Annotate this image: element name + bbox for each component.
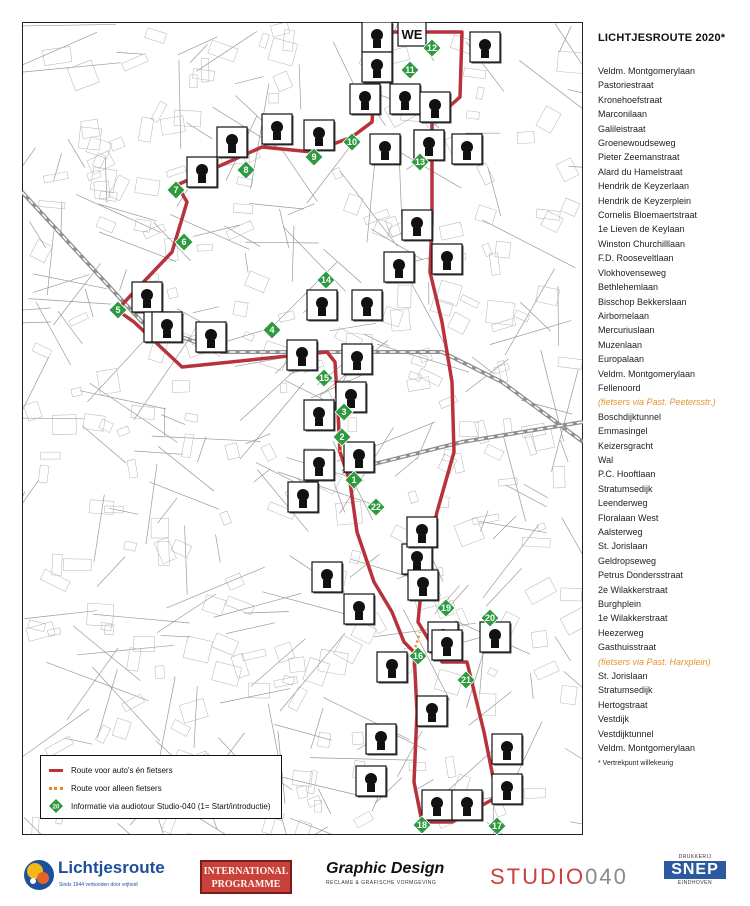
street-item: Veldm. Montgomerylaan bbox=[598, 66, 696, 76]
studio-040-logo[interactable] bbox=[490, 864, 630, 890]
cyclist-detour-item: (fietsers via Past. Peetersstr.) bbox=[598, 397, 716, 408]
legend-audio-label: Informatie via audiotour Studio-040 (1= Start/introductie) bbox=[71, 801, 271, 811]
v-sign-icon[interactable] bbox=[480, 622, 512, 654]
audio-stop-number: 13 bbox=[414, 157, 426, 167]
legend-car-label: Route voor auto's én fietsers bbox=[71, 765, 173, 775]
monkey-icon[interactable] bbox=[132, 282, 164, 314]
legend-car-route bbox=[49, 762, 173, 778]
street-item: Bisschop Bekkerslaan bbox=[598, 296, 687, 307]
map-legend bbox=[40, 755, 282, 819]
street-item: Winston Churchilllaan bbox=[598, 238, 686, 249]
rabbit-icon[interactable] bbox=[287, 340, 319, 372]
snowman-icon[interactable] bbox=[492, 734, 524, 766]
street-item: F.D. Rooseveltlaan bbox=[598, 253, 674, 264]
street-item: Floralaan West bbox=[598, 512, 659, 523]
audio-stop-number: 7 bbox=[173, 185, 179, 195]
street-item: Pastoriestraat bbox=[598, 80, 654, 91]
parrot-icon[interactable] bbox=[492, 774, 524, 806]
audio-stop-number: 1 bbox=[351, 475, 357, 485]
street-item: Hertogstraat bbox=[598, 699, 648, 710]
street-list-panel bbox=[598, 32, 748, 767]
audio-stop-14[interactable] bbox=[317, 271, 335, 289]
legend-audio-number: 20 bbox=[52, 804, 60, 811]
stickman-icon[interactable] bbox=[452, 134, 484, 166]
drukkerij-snep-logo[interactable] bbox=[664, 854, 726, 900]
car-route-swatch bbox=[49, 769, 63, 772]
lighthouse-icon[interactable] bbox=[470, 32, 502, 64]
audio-stop-number: 8 bbox=[243, 165, 249, 175]
street-item: Gasthuisstraat bbox=[598, 642, 657, 653]
street-item: P.C. Hooftlaan bbox=[598, 469, 656, 480]
lichtjesroute-name: Lichtjesroute bbox=[58, 858, 165, 877]
we-tile[interactable] bbox=[398, 22, 426, 46]
audio-stop-number: 14 bbox=[320, 275, 332, 285]
ghost-icon[interactable] bbox=[384, 252, 416, 284]
legend-bike-route bbox=[49, 780, 162, 796]
balloons-icon[interactable] bbox=[402, 210, 434, 242]
audio-stop-number: 5 bbox=[115, 305, 121, 315]
street-item: Vlokhovenseweg bbox=[598, 267, 667, 278]
masks-icon[interactable] bbox=[422, 790, 454, 822]
wave-icon[interactable] bbox=[344, 442, 376, 474]
we-label: WE bbox=[401, 27, 423, 42]
audio-stop-number: 2 bbox=[339, 432, 345, 442]
graphic-design-tagline: RECLAME & GRAFISCHE VORMGEVING bbox=[326, 880, 437, 886]
street-item: Pieter Zeemanstraat bbox=[598, 152, 680, 163]
knight-icon[interactable] bbox=[262, 114, 294, 146]
audio-stop-number: 20 bbox=[484, 613, 496, 623]
moon-face-icon[interactable] bbox=[417, 696, 449, 728]
international-programme-text: INTERNATIONAL PROGRAMME bbox=[203, 866, 289, 890]
audio-stop-number: 17 bbox=[491, 821, 503, 831]
torch-icon[interactable] bbox=[370, 134, 402, 166]
sponsor-logos bbox=[0, 850, 750, 906]
street-item: St. Jorislaan bbox=[598, 541, 648, 552]
dragon-icon[interactable] bbox=[420, 92, 452, 124]
street-item: Geldropseweg bbox=[598, 555, 657, 566]
audio-stop-icon bbox=[49, 799, 63, 813]
street-item: Mercuriuslaan bbox=[598, 325, 655, 336]
studio-number: 040 bbox=[585, 864, 628, 889]
street-item: Keizersgracht bbox=[598, 440, 654, 451]
audio-stop-number: 15 bbox=[318, 373, 330, 383]
street-item: Aalsterweg bbox=[598, 527, 643, 537]
street-item: Stratumsedijk bbox=[598, 483, 653, 494]
butterfly-icon[interactable] bbox=[452, 790, 484, 822]
street-item: Emmasingel bbox=[598, 426, 648, 437]
drum-icon[interactable] bbox=[304, 450, 336, 482]
street-item: Alard du Hamelstraat bbox=[598, 166, 683, 177]
street-item: St. Jorislaan bbox=[598, 671, 648, 682]
bat-icon[interactable] bbox=[304, 120, 336, 152]
graphic-design-name: Graphic Design bbox=[326, 860, 445, 877]
audio-stop-number: 18 bbox=[416, 820, 428, 830]
skyscraper-icon[interactable] bbox=[432, 630, 464, 662]
street-item: Vestdijk bbox=[598, 714, 630, 725]
street-item: 1e Wilakkerstraat bbox=[598, 613, 668, 624]
street-item: Galileistraat bbox=[598, 123, 646, 134]
railway-lines bbox=[22, 192, 583, 472]
cat-icon[interactable] bbox=[366, 724, 398, 756]
street-item: 1e Lieven de Keylaan bbox=[598, 224, 685, 235]
audio-stop-number: 21 bbox=[460, 675, 472, 685]
sword-icon[interactable] bbox=[307, 290, 339, 322]
street-item: Veldm. Montgomerylaan bbox=[598, 368, 696, 379]
street-item: Fellenoord bbox=[598, 382, 641, 393]
street-list bbox=[598, 64, 748, 756]
street-item: Wal bbox=[598, 454, 614, 465]
audio-stop-number: 11 bbox=[405, 65, 415, 75]
trumpet-icon[interactable] bbox=[408, 570, 440, 602]
legend-bike-label: Route voor alleen fietsers bbox=[71, 783, 162, 793]
audio-stop-number: 4 bbox=[269, 325, 275, 335]
ufo-icon[interactable] bbox=[432, 244, 464, 276]
snep-name: SNEP bbox=[664, 861, 726, 879]
audio-stop-17[interactable] bbox=[488, 817, 506, 835]
church-icon[interactable] bbox=[377, 652, 409, 684]
audio-stop-number: 16 bbox=[412, 651, 424, 661]
lichtjesroute-tagline: Sinds 1944 verbonden door vrijheid bbox=[59, 882, 138, 888]
kite-icon[interactable] bbox=[152, 312, 184, 344]
audio-stop-number: 9 bbox=[311, 152, 317, 162]
audio-stop-number: 3 bbox=[341, 407, 347, 417]
cyclist-detour-item: (fietsers via Past. Harxplein) bbox=[598, 656, 711, 667]
audio-stop-number: 12 bbox=[426, 43, 438, 53]
studio-name: STUDIO bbox=[490, 864, 586, 889]
audio-stop-number: 6 bbox=[181, 237, 187, 247]
snep-city: EINDHOVEN bbox=[677, 880, 713, 886]
seahorse-icon[interactable] bbox=[350, 84, 382, 116]
street-item: Vestdijktunnel bbox=[598, 728, 654, 739]
route-title: LICHTJESROUTE 2020* bbox=[598, 32, 726, 44]
windmill-icon[interactable] bbox=[390, 84, 422, 116]
pirate-icon[interactable] bbox=[362, 52, 394, 84]
legend-audio bbox=[49, 798, 270, 814]
woman-icon[interactable] bbox=[342, 344, 374, 376]
street-item: Kronehoefstraat bbox=[598, 94, 663, 105]
stars-icon[interactable] bbox=[356, 766, 388, 798]
street-item: Boschdijktunnel bbox=[598, 411, 662, 422]
street-item: Cornelis Bloemaertstraat bbox=[598, 210, 698, 221]
street-item: Bethlehemlaan bbox=[598, 282, 659, 293]
street-item: Leenderweg bbox=[598, 498, 648, 509]
street-item: Groenewoudseweg bbox=[598, 138, 676, 149]
street-item: Hendrik de Keyzerplein bbox=[598, 195, 692, 206]
international-programme-logo[interactable] bbox=[200, 860, 292, 894]
street-item: Marconilaan bbox=[598, 109, 648, 120]
audio-stop-4[interactable] bbox=[263, 321, 281, 339]
snep-top-label: DRUKKERIJ bbox=[678, 854, 712, 860]
people-icon[interactable] bbox=[288, 482, 320, 514]
street-item: Muzenlaan bbox=[598, 339, 643, 350]
audio-stop-10[interactable] bbox=[343, 133, 361, 151]
street-item: Europalaan bbox=[598, 354, 645, 365]
owl-icon[interactable] bbox=[352, 290, 384, 322]
dino-icon[interactable] bbox=[344, 594, 376, 626]
audio-stop-number: 19 bbox=[440, 603, 452, 613]
street-item: Hendrik de Keyzerlaan bbox=[598, 181, 690, 192]
street-item: Airbornelaan bbox=[598, 310, 650, 321]
audio-stop-number: 22 bbox=[370, 502, 382, 512]
lichtjesroute-logo-icon bbox=[22, 858, 56, 892]
flower-icon[interactable] bbox=[196, 322, 228, 354]
street-item: 2e Wilakkerstraat bbox=[598, 584, 668, 595]
lichtjesroute-logo[interactable] bbox=[22, 856, 172, 896]
street-item: Petrus Dondersstraat bbox=[598, 570, 684, 581]
street-item: Veldm. Montgomerylaan bbox=[598, 743, 696, 754]
bird-icon[interactable] bbox=[362, 22, 394, 54]
audio-stop-number: 10 bbox=[346, 137, 358, 147]
bike-route-swatch bbox=[49, 787, 63, 790]
street-item: Burghplein bbox=[598, 599, 642, 610]
graphic-design-logo[interactable] bbox=[326, 860, 456, 890]
fairy-icon[interactable] bbox=[304, 400, 336, 432]
tulip-icon[interactable] bbox=[312, 562, 344, 594]
vase-icon[interactable] bbox=[407, 517, 439, 549]
street-grid bbox=[22, 22, 583, 835]
start-footnote: * Vertrekpunt willekeurig bbox=[598, 759, 674, 767]
street-item: Stratumsedijk bbox=[598, 685, 653, 696]
eye-icon[interactable] bbox=[187, 157, 219, 189]
cupid-icon[interactable] bbox=[217, 127, 249, 159]
audio-stop-11[interactable] bbox=[401, 61, 419, 79]
route-map[interactable] bbox=[22, 22, 583, 835]
street-item: Heezerweg bbox=[598, 627, 644, 638]
